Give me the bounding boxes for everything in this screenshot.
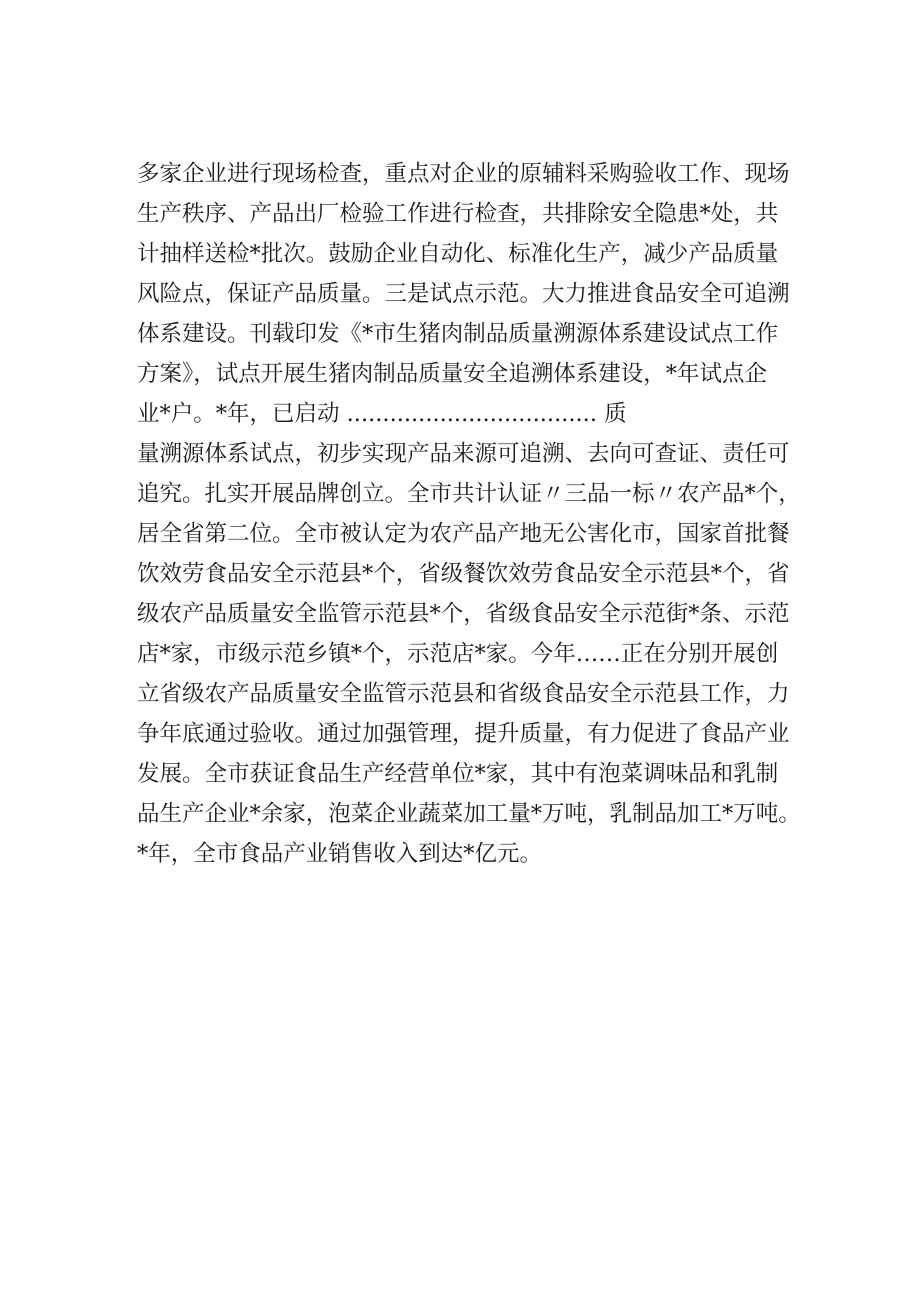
text-line-6: 方案》，试点开展生猪肉制品质量安全追溯体系建设，*年试点企 xyxy=(137,361,768,387)
text-line-16: 发展。全市获证食品生产经营单位*家，其中有泡菜调味品和乳制 xyxy=(137,761,779,787)
text-line-12: 级农产品质量安全监管示范县*个，省级食品安全示范街*条、示范 xyxy=(137,601,790,627)
body-paragraph xyxy=(137,154,817,874)
text-line-7: 业*户。*年，已启动 ................................... 质 xyxy=(137,401,627,427)
text-line-8: 量溯源体系试点，初步实现产品来源可追溯、去向可查证、责任可 xyxy=(137,441,790,467)
text-line-4: 风险点，保证产品质量。三是试点示范。大力推进食品安全可追溯 xyxy=(137,281,790,307)
text-line-13: 店*家，市级示范乡镇*个，示范店*家。今年……正在分别开展创 xyxy=(137,641,779,667)
text-line-15: 争年底通过验收。通过加强管理，提升质量，有力促进了食品产业 xyxy=(137,721,790,747)
text-line-14: 立省级农产品质量安全监管示范县和省级食品安全示范县工作，力 xyxy=(137,681,790,707)
text-line-5: 体系建设。刊载印发《*市生猪肉制品质量溯源体系建设试点工作 xyxy=(137,321,779,347)
text-line-3: 计抽样送检*批次。鼓励企业自动化、标准化生产，减少产品质量 xyxy=(137,241,779,267)
text-line-11: 饮效劳食品安全示范县*个，省级餐饮效劳食品安全示范县*个，省 xyxy=(137,561,790,587)
text-line-2: 生产秩序、产品出厂检验工作进行检查，共排除安全隐患*处，共 xyxy=(137,201,779,227)
text-line-18: *年，全市食品产业销售收入到达*亿元。 xyxy=(137,841,543,867)
text-line-10: 居全省第二位。全市被认定为农产品产地无公害化市，国家首批餐 xyxy=(137,521,790,547)
text-line-17: 品生产企业*余家，泡菜企业蔬菜加工量*万吨，乳制品加工*万吨。 xyxy=(137,801,801,827)
text-line-1: 多家企业进行现场检查，重点对企业的原辅料采购验收工作、现场 xyxy=(137,161,790,187)
text-line-9: 追究。扎实开展品牌创立。全市共计认证〃三品一标〃农产品*个， xyxy=(137,481,801,507)
